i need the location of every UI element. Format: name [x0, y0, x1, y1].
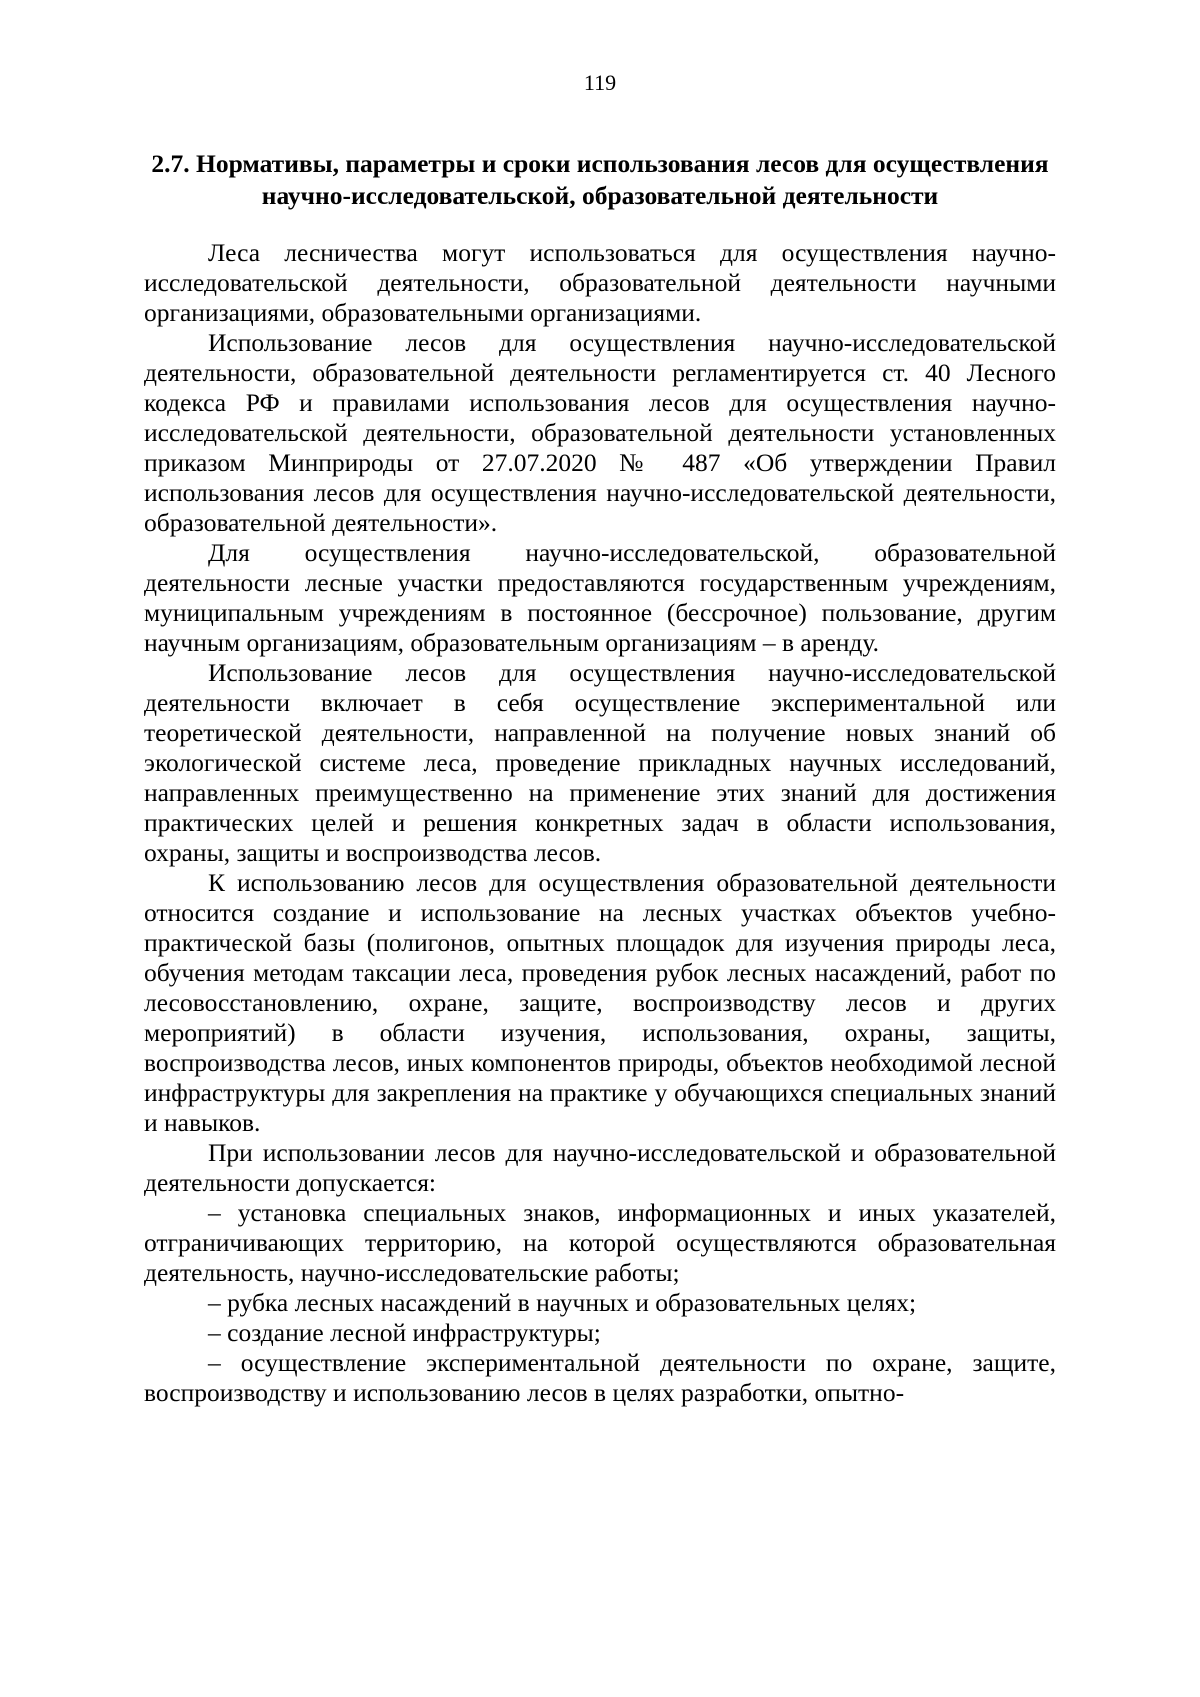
list-item: – осуществление экспериментальной деятельности по охране, защите, воспроизводству и использованию лесов в целях разработки, опытно-: [144, 1348, 1056, 1407]
list-item: – установка специальных знаков, информационных и иных указателей, отграничивающих территорию, на которой осуществляются образовательная деятельность, научно-исследовательские работы;: [144, 1198, 1056, 1287]
section-title: 2.7. Нормативы, параметры и сроки использования лесов для осуществления научно-исследовательской, образовательной деятельности: [151, 149, 1049, 210]
paragraph: Использование лесов для осуществления научно-исследовательской деятельности, образовательной деятельности регламентируется ст. 40 Лесного кодекса РФ и правилами использования лесов для осуществления научно-исследовательской деятельности, образовательной деятельности установленных приказом Минприроды от 27.07.2020 № 487 «Об утверждении Правил использования лесов для осуществления научно-исследовательской деятельности, образовательной деятельности».: [144, 328, 1056, 537]
page-number: 119: [583, 70, 617, 95]
list-item: – создание лесной инфраструктуры;: [208, 1318, 601, 1347]
paragraph: Для осуществления научно-исследовательской, образовательной деятельности лесные участки предоставляются государственным учреждениям, муниципальным учреждениям в постоянное (бессрочное) пользование, другим научным организациям, образовательным организациям – в аренду.: [144, 538, 1056, 657]
list-item: – рубка лесных насаждений в научных и образовательных целях;: [208, 1288, 917, 1317]
paragraph: Леса лесничества могут использоваться для осуществления научно-исследовательской деятельности, образовательной деятельности научными организациями, образовательными организациями.: [144, 238, 1056, 327]
paragraph: К использованию лесов для осуществления образовательной деятельности относится создание и использование на лесных участках объектов учебно-практической базы (полигонов, опытных площадок для изучения природы леса, обучения методам таксации леса, проведения рубок лесных насаждений, работ по лесовосстановлению, охране, защите, воспроизводству лесов и других мероприятий) в области изучения, использования, охраны, защиты, воспроизводства лесов, иных компонентов природы, объектов необходимой лесной инфраструктуры для закрепления на практике у обучающихся специальных знаний и навыков.: [144, 868, 1056, 1137]
paragraph: Использование лесов для осуществления научно-исследовательской деятельности включает в себя осуществление экспериментальной или теоретической деятельности, направленной на получение новых знаний об экологической системе леса, проведение прикладных научных исследований, направленных преимущественно на применение этих знаний для достижения практических целей и решения конкретных задач в области использования, охраны, защиты и воспроизводства лесов.: [144, 658, 1056, 867]
document-body: [144, 148, 1056, 1408]
paragraph: При использовании лесов для научно-исследовательской и образовательной деятельности допускается:: [144, 1138, 1056, 1197]
